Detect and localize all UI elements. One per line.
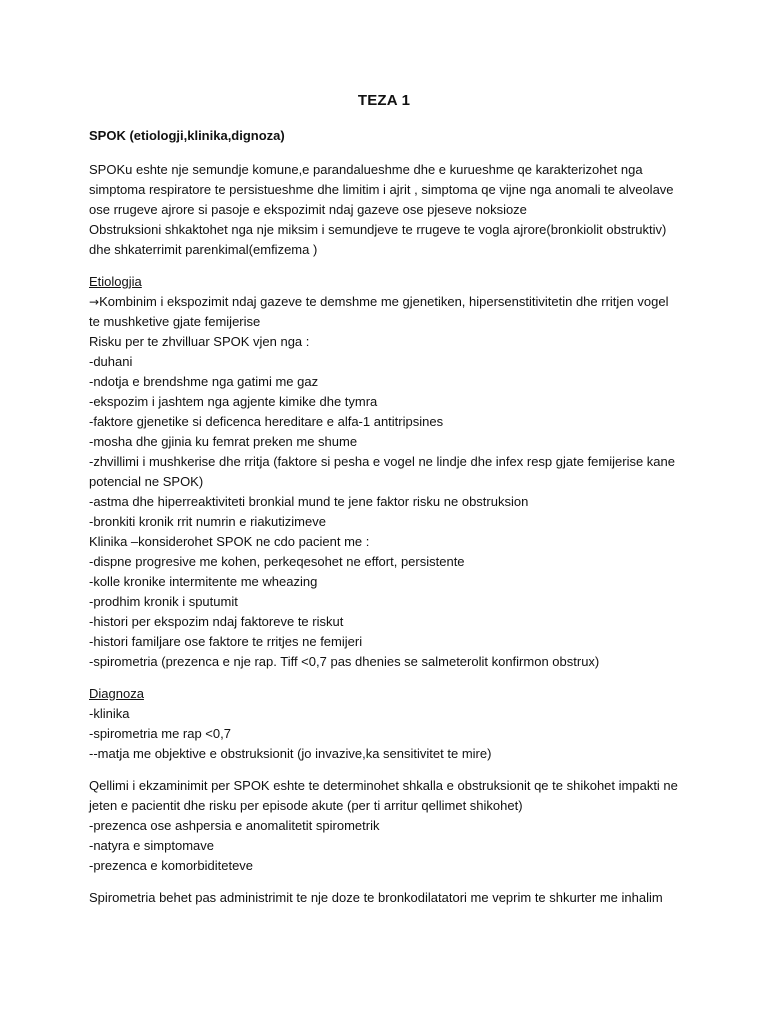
diagnosis-line: -klinika [89,706,130,721]
etiology-line: potencial ne SPOK) [89,474,204,489]
diagnosis-heading: Diagnoza [89,686,144,701]
etiology-section [89,272,689,672]
arrow-right-icon: → [89,295,100,309]
etiology-line: te mushketive gjate femijerise [89,314,261,329]
etiology-line: -ndotja e brendshme nga gatimi me gaz [89,374,319,389]
goal-line: -prezenca ose ashpersia e anomalitetit spirometrik [89,818,380,833]
diagnosis-line: --matja me objektive e obstruksionit (jo invazive,ka sensitivitet te mire) [89,746,492,761]
etiology-line: -faktore gjenetike si deficenca hereditare e alfa-1 antitripsines [89,414,444,429]
goal-line: -natyra e simptomave [89,838,214,853]
etiology-line: -prodhim kronik i sputumit [89,594,238,609]
goal-paragraph [89,776,689,876]
document-body [89,126,689,920]
goal-line: -prezenca e komorbiditeteve [89,858,254,873]
document-title: TEZA 1 [357,92,411,109]
etiology-line: -astma dhe hiperreaktiviteti bronkial mund te jene faktor risku ne obstruksion [89,494,529,509]
spirometry-line: Spirometria behet pas administrimit te nje doze te bronkodilatatori me veprim te shkurter me inhalim [89,890,663,905]
diagnosis-line: -spirometria me rap <0,7 [89,726,231,741]
intro-paragraph [89,160,689,260]
etiology-line: -duhani [89,354,133,369]
intro-line: ose rrugeve ajrore si pasoje e ekspozimit ndaj gazeve ose pjeseve noksioze [89,202,527,217]
etiology-line: -kolle kronike intermitente me wheazing [89,574,318,589]
intro-line: dhe shkaterrimit parenkimal(emfizema ) [89,242,318,257]
etiology-line: -mosha dhe gjinia ku femrat preken me shume [89,434,358,449]
etiology-arrow-text: Kombinim i ekspozimit ndaj gazeve te demshme me gjenetiken, hipersenstitivitetin dhe rritjen vogel [99,294,669,309]
diagnosis-section [89,684,689,764]
etiology-line: Klinika –konsiderohet SPOK ne cdo pacient me : [89,534,370,549]
intro-line: SPOKu eshte nje semundje komune,e parandalueshme dhe e kurueshme qe karakterizohet nga [89,162,643,177]
etiology-line: -histori familjare ose faktore te rritjes ne femijeri [89,634,363,649]
intro-line: Obstruksioni shkaktohet nga nje miksim i semundjeve te rrugeve te vogla ajrore(bronkiolit obstruktiv) [89,222,667,237]
etiology-line: -ekspozim i jashtem nga agjente kimike dhe tymra [89,394,378,409]
etiology-line: -dispne progresive me kohen, perkeqesohet ne effort, persistente [89,554,465,569]
intro-line: simptoma respiratore te persistueshme dhe limitim i ajrit , simptoma qe vijne nga anomali te alveolave [89,182,674,197]
etiology-line: -bronkiti kronik rrit numrin e riakutizimeve [89,514,326,529]
goal-line: Qellimi i ekzaminimit per SPOK eshte te determinohet shkalla e obstruksionit qe te shikohet impakti ne [89,778,678,793]
etiology-heading: Etiologjia [89,274,142,289]
etiology-line: -spirometria (prezenca e nje rap. Tiff <0,7 pas dhenies se salmeterolit konfirmon obstrux) [89,654,600,669]
document-subtitle: SPOK (etiologji,klinika,dignoza) [89,128,285,143]
etiology-arrow-line [89,292,689,312]
etiology-line: -zhvillimi i mushkerise dhe rritja (faktore si pesha e vogel ne lindje dhe infex resp gjate femijerise kane [89,454,675,469]
etiology-line: Risku per te zhvilluar SPOK vjen nga : [89,334,310,349]
etiology-line: -histori per ekspozim ndaj faktoreve te riskut [89,614,344,629]
goal-line: jeten e pacientit dhe risku per episode akute (per ti arritur qellimet shikohet) [89,798,523,813]
spirometry-paragraph [89,888,689,908]
